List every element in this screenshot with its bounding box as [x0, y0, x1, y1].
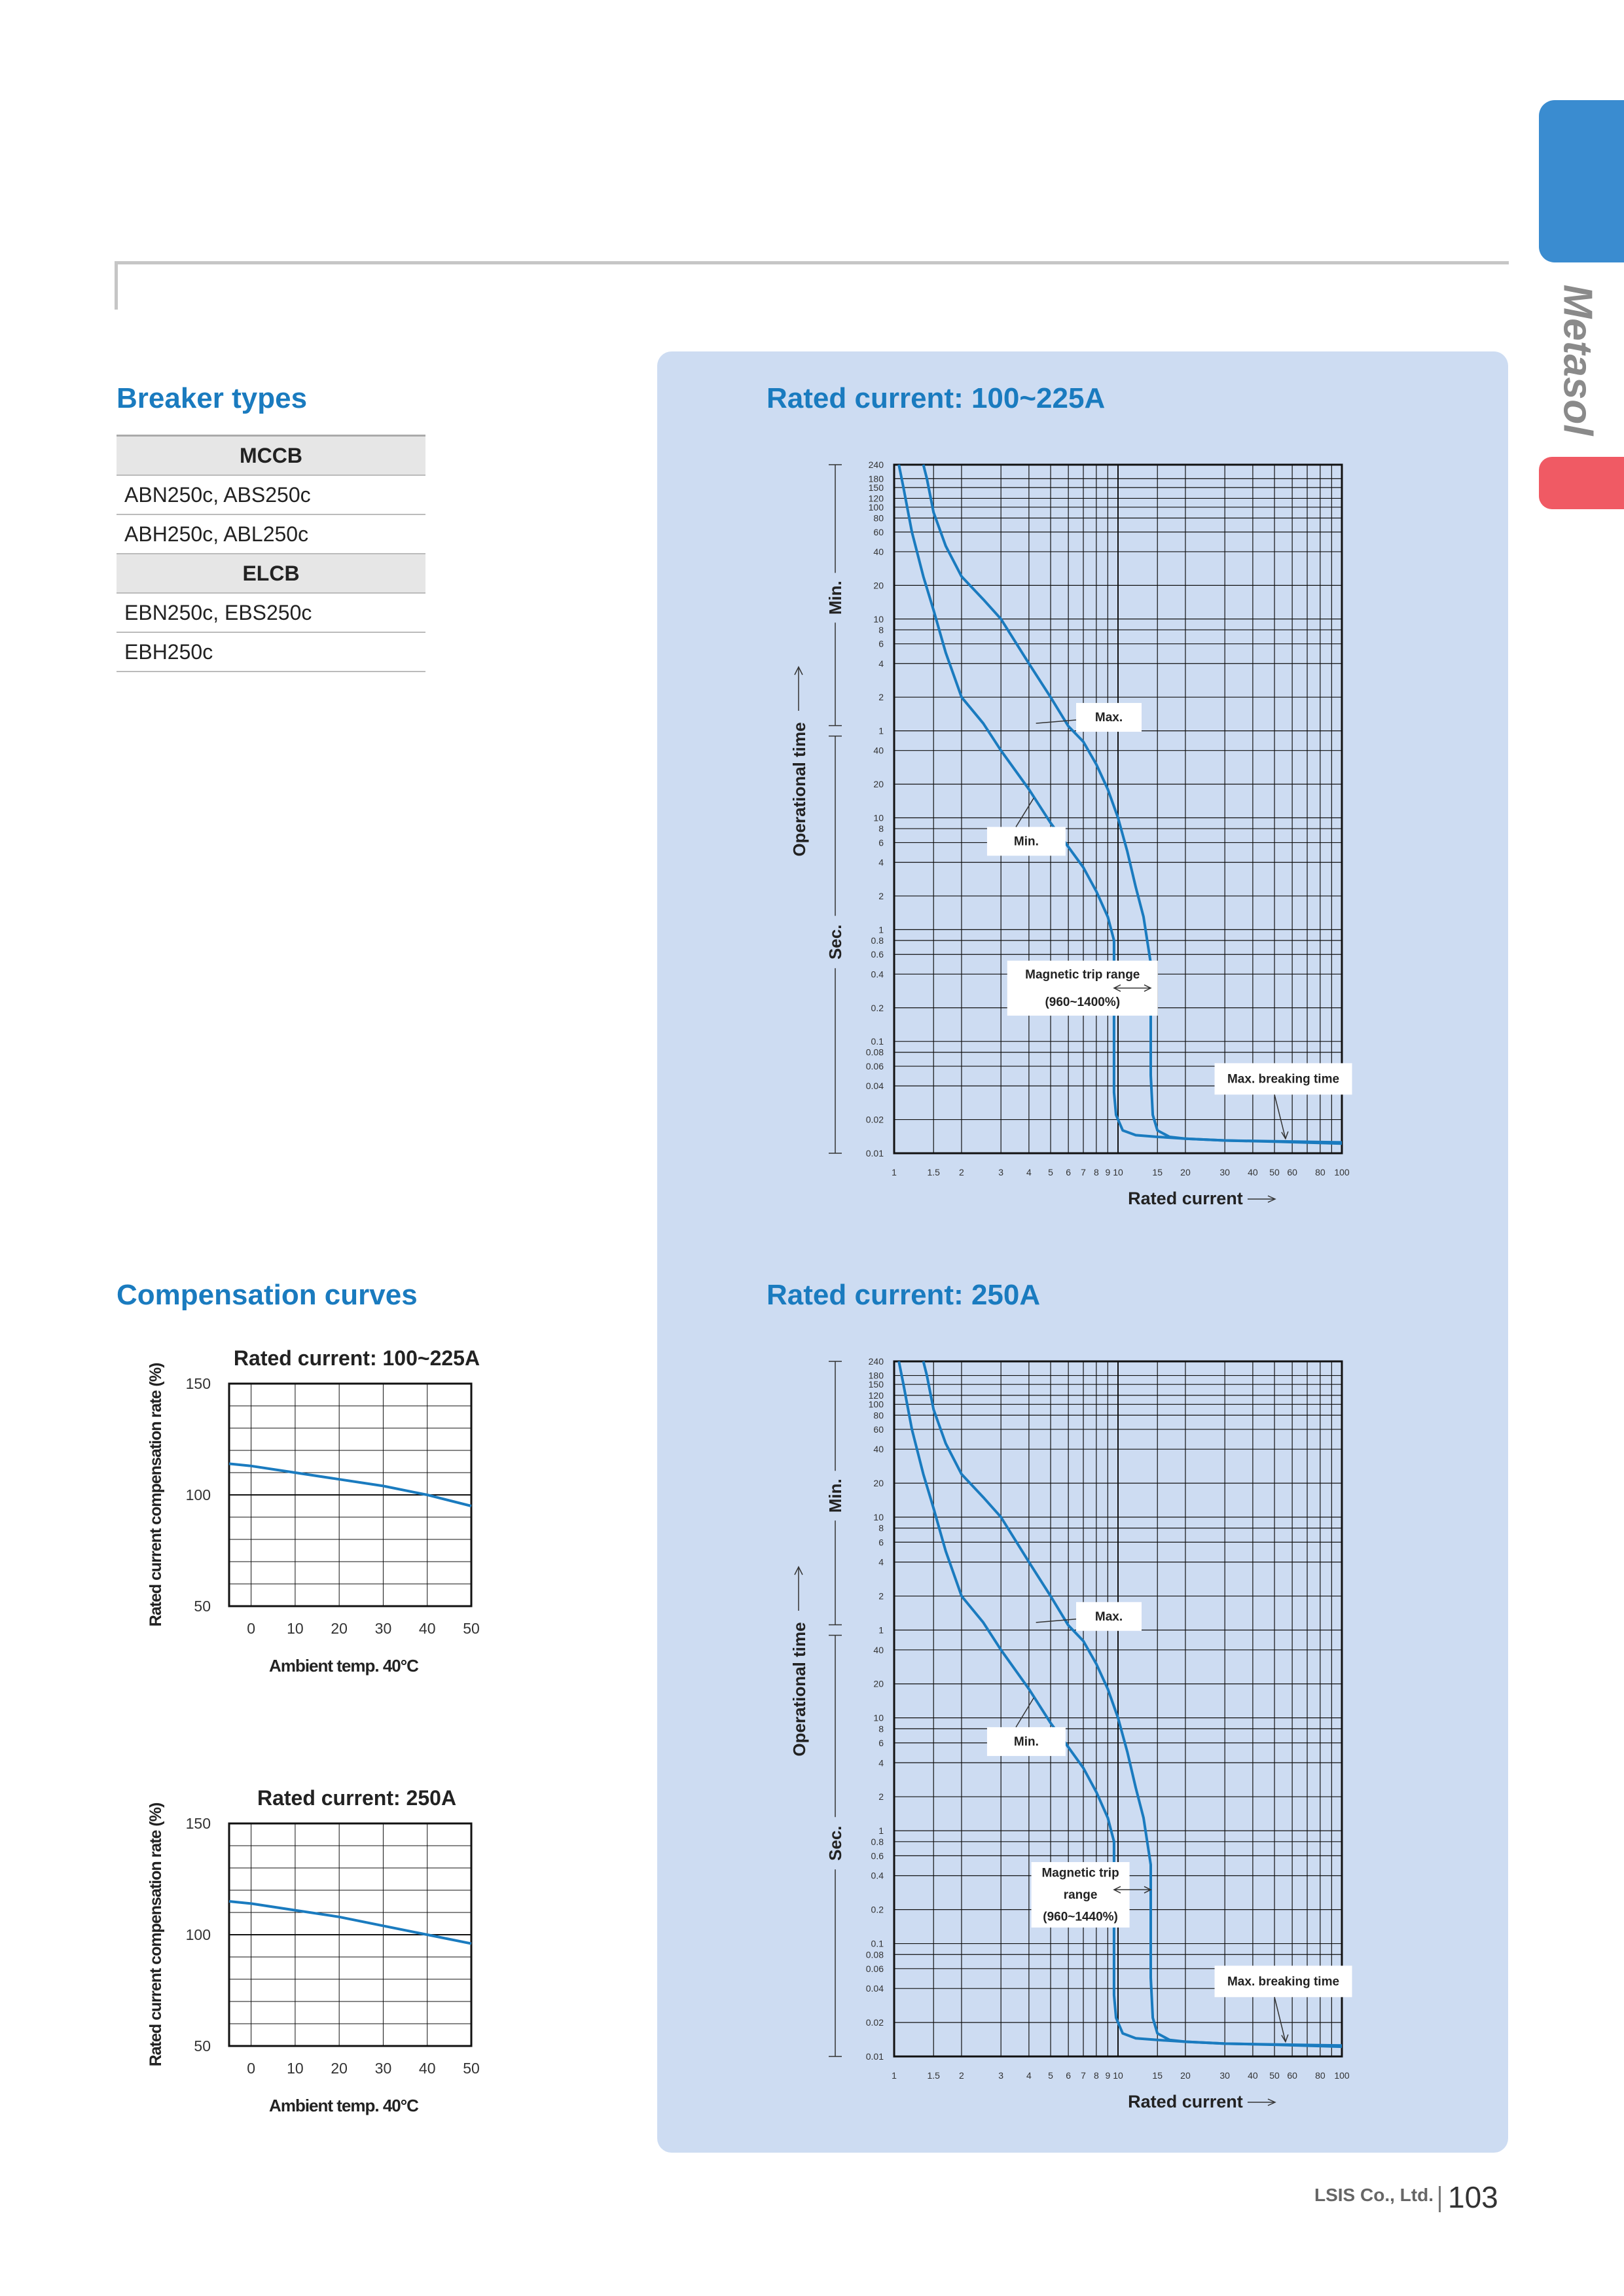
x-tick-label: 5 [1048, 1167, 1053, 1177]
table-row [117, 475, 425, 514]
y-tick-label: 2 [878, 1791, 884, 1803]
y-tick-label: 4 [878, 1556, 884, 1568]
y-tick-label: 8 [878, 1723, 884, 1734]
y-tick-label: 8 [878, 1522, 884, 1534]
y-tick-label: 20 [873, 1478, 884, 1489]
min-trip-curve [899, 465, 1342, 1142]
x-tick-label: 2 [959, 2070, 964, 2081]
chart-title: Rated current: 100~225A [233, 1346, 480, 1370]
magnetic-trip-label: range [1063, 1888, 1098, 1903]
page-number: 103 [1448, 2180, 1498, 2214]
x-tick-label: 1.5 [927, 1167, 940, 1177]
y-tick-label: 60 [873, 526, 884, 537]
breaking-pointer [1274, 1094, 1286, 1138]
y-tick-label: 0.8 [871, 1836, 884, 1847]
y-tick-label: 180 [868, 1370, 884, 1381]
x-tick-label: 3 [998, 2070, 1004, 2081]
breaker-types-title: Breaker types [117, 382, 308, 414]
x-tick-label: 1.5 [927, 2070, 940, 2081]
y-tick-label: 150 [868, 482, 884, 493]
y-tick-label: 40 [873, 745, 884, 756]
y-tick-label: 6 [878, 1537, 884, 1548]
x-tick-label: 30 [1219, 1167, 1230, 1177]
breaking-time-label: Max. breaking time [1227, 1975, 1340, 1989]
y-tick-label: 100 [868, 501, 884, 512]
x-tick-label: 1 [892, 2070, 897, 2081]
compensation-curve [229, 1463, 471, 1506]
trip-curve-chart-2 [779, 1348, 1506, 2127]
y-tick-label: 40 [873, 1644, 884, 1655]
y-tick-label: 0.4 [871, 969, 884, 980]
x-tick-label: 80 [1315, 1167, 1326, 1177]
compensation-title: Compensation curves [117, 1279, 418, 1311]
y-tick-label: 10 [873, 1712, 884, 1723]
x-tick-label: 80 [1315, 2070, 1326, 2081]
y-tick-label: 8 [878, 823, 884, 834]
breaking-pointer [1274, 1997, 1286, 2041]
footer-divider [1439, 2186, 1441, 2212]
x-tick-label: 10 [1113, 1167, 1123, 1177]
y-tick-label: 100 [185, 1926, 211, 1943]
x-axis-label: Rated current [1128, 2092, 1243, 2111]
y-tick-label: 180 [868, 473, 884, 484]
max-pointer [1036, 720, 1076, 723]
min-label: Min. [1013, 834, 1039, 849]
x-tick-label: 9 [1105, 1167, 1111, 1177]
y-axis-label: Operational time [789, 1622, 809, 1757]
max-label: Max. [1094, 1609, 1123, 1624]
breaking-time-label: Max. breaking time [1227, 1072, 1340, 1086]
compensation-curve [229, 1901, 471, 1944]
section-tab-red [1539, 457, 1624, 509]
y-unit-min: Min. [825, 1479, 845, 1513]
y-tick-label: 0.06 [865, 1061, 884, 1072]
y-tick-label: 50 [194, 1598, 211, 1615]
y-tick-label: 240 [868, 1356, 884, 1367]
table-row [117, 593, 425, 632]
y-tick-label: 100 [185, 1486, 211, 1503]
y-tick-label: 1 [878, 924, 884, 935]
y-tick-label: 0.02 [865, 2017, 884, 2028]
magnetic-trip-label: (960~1440%) [1043, 1910, 1118, 1924]
x-tick-label: 2 [959, 1167, 964, 1177]
x-tick-label: 6 [1066, 1167, 1072, 1177]
y-tick-label: 150 [868, 1379, 884, 1390]
y-tick-label: 2 [878, 692, 884, 703]
y-tick-label: 4 [878, 658, 884, 669]
x-tick-label: 60 [1287, 1167, 1297, 1177]
x-tick-label: 7 [1081, 2070, 1086, 2081]
x-tick-label: 20 [1180, 2070, 1191, 2081]
trip-curve-title-1: Rated current: 100~225A [767, 382, 1106, 414]
x-tick-label: 40 [1248, 2070, 1258, 2081]
x-tick-label: 4 [1026, 1167, 1032, 1177]
y-tick-label: 0.04 [865, 1081, 884, 1092]
y-tick-label: 1 [878, 1624, 884, 1636]
y-tick-label: 150 [185, 1815, 211, 1832]
y-tick-label: 60 [873, 1424, 884, 1435]
y-tick-label: 0.2 [871, 1904, 884, 1915]
y-tick-label: 80 [873, 512, 884, 524]
breaker-model: EBH250c [117, 632, 425, 672]
breaker-category: MCCB [117, 436, 425, 476]
breaker-model: ABN250c, ABS250c [117, 475, 425, 514]
y-tick-label: 0.8 [871, 935, 884, 946]
x-tick-label: 100 [1334, 2070, 1350, 2081]
y-tick-label: 0.1 [871, 1938, 884, 1949]
min-pointer [1016, 798, 1034, 827]
x-axis-label: Rated current [1128, 1189, 1243, 1208]
x-tick-label: 40 [418, 1620, 436, 1637]
y-tick-label: 2 [878, 890, 884, 901]
brand-vertical: Metasol [1555, 284, 1600, 436]
max-pointer [1036, 1619, 1076, 1623]
section-tab-blue [1539, 100, 1624, 262]
y-tick-label: 0.6 [871, 1850, 884, 1861]
x-tick-label: 60 [1287, 2070, 1297, 2081]
x-tick-label: 8 [1093, 1167, 1099, 1177]
y-tick-label: 6 [878, 837, 884, 848]
y-tick-label: 0.01 [865, 2051, 884, 2062]
y-tick-label: 1 [878, 725, 884, 736]
x-tick-label: 3 [998, 1167, 1004, 1177]
x-tick-label: 20 [331, 1620, 348, 1637]
y-tick-label: 0.06 [865, 1963, 884, 1974]
trip-curve-title-2: Rated current: 250A [767, 1279, 1041, 1311]
y-axis-label: Rated current compensation rate (%) [147, 1803, 165, 2067]
x-tick-label: 40 [418, 2060, 436, 2077]
x-tick-label: 20 [331, 2060, 348, 2077]
x-tick-label: 100 [1334, 1167, 1350, 1177]
chart-title: Rated current: 250A [257, 1786, 457, 1810]
y-tick-label: 40 [873, 546, 884, 557]
x-tick-label: 50 [1269, 2070, 1280, 2081]
y-tick-label: 50 [194, 2037, 211, 2054]
x-tick-label: 7 [1081, 1167, 1086, 1177]
y-tick-label: 0.4 [871, 1870, 884, 1881]
table-row [117, 554, 425, 593]
compensation-chart-1 [131, 1335, 497, 1676]
x-tick-label: 10 [1113, 2070, 1123, 2081]
y-tick-label: 10 [873, 1512, 884, 1523]
x-tick-label: 50 [463, 1620, 480, 1637]
x-tick-label: 20 [1180, 1167, 1191, 1177]
x-tick-label: 0 [247, 1620, 256, 1637]
breaker-model: ABH250c, ABL250c [117, 514, 425, 554]
y-tick-label: 240 [868, 459, 884, 470]
magnetic-trip-label: (960~1400%) [1045, 995, 1121, 1009]
table-row [117, 436, 425, 476]
y-tick-label: 10 [873, 812, 884, 823]
trip-curve-chart-1 [779, 452, 1506, 1224]
x-axis-label: Ambient temp. 40°C [269, 2096, 418, 2115]
y-tick-label: 0.6 [871, 949, 884, 960]
x-tick-label: 1 [892, 1167, 897, 1177]
min-label: Min. [1013, 1734, 1039, 1749]
y-tick-label: 8 [878, 624, 884, 636]
y-tick-label: 10 [873, 613, 884, 624]
x-tick-label: 30 [1219, 2070, 1230, 2081]
y-tick-label: 40 [873, 1444, 884, 1455]
breaker-types-table [117, 435, 425, 672]
y-unit-min: Min. [825, 581, 845, 615]
y-tick-label: 2 [878, 1590, 884, 1602]
y-tick-label: 0.08 [865, 1047, 884, 1058]
y-tick-label: 0.01 [865, 1148, 884, 1158]
y-axis-label: Rated current compensation rate (%) [147, 1363, 165, 1627]
x-tick-label: 9 [1105, 2070, 1111, 2081]
y-tick-label: 6 [878, 638, 884, 649]
min-pointer [1016, 1698, 1034, 1727]
x-tick-label: 0 [247, 2060, 256, 2077]
y-tick-label: 120 [868, 493, 884, 504]
x-tick-label: 30 [374, 1620, 392, 1637]
breaker-model: EBN250c, EBS250c [117, 593, 425, 632]
max-label: Max. [1094, 711, 1123, 725]
y-tick-label: 100 [868, 1399, 884, 1410]
x-tick-label: 10 [287, 2060, 304, 2077]
x-tick-label: 8 [1093, 2070, 1099, 2081]
x-tick-label: 15 [1152, 1167, 1163, 1177]
x-tick-label: 40 [1248, 1167, 1258, 1177]
y-tick-label: 0.1 [871, 1036, 884, 1047]
y-tick-label: 80 [873, 1410, 884, 1421]
y-tick-label: 20 [873, 779, 884, 790]
y-tick-label: 6 [878, 1737, 884, 1748]
y-tick-label: 1 [878, 1825, 884, 1837]
y-tick-label: 0.08 [865, 1949, 884, 1960]
table-row [117, 632, 425, 672]
x-axis-label: Ambient temp. 40°C [269, 1656, 418, 1676]
x-tick-label: 5 [1048, 2070, 1053, 2081]
x-tick-label: 50 [463, 2060, 480, 2077]
x-tick-label: 6 [1066, 2070, 1072, 2081]
y-axis-label: Operational time [789, 722, 809, 857]
table-row [117, 514, 425, 554]
footer-company: LSIS Co., Ltd. [1314, 2185, 1434, 2205]
y-unit-sec: Sec. [825, 924, 845, 960]
y-tick-label: 0.02 [865, 1114, 884, 1125]
y-unit-sec: Sec. [825, 1825, 845, 1861]
magnetic-trip-label: Magnetic trip [1041, 1866, 1119, 1880]
breaker-category: ELCB [117, 554, 425, 593]
y-tick-label: 150 [185, 1375, 211, 1392]
y-tick-label: 4 [878, 857, 884, 868]
y-tick-label: 20 [873, 1678, 884, 1689]
compensation-chart-2 [131, 1775, 497, 2115]
y-tick-label: 120 [868, 1390, 884, 1401]
min-trip-curve [899, 1361, 1342, 2045]
header-rule-tick [115, 261, 118, 310]
y-tick-label: 20 [873, 580, 884, 591]
header-rule [115, 261, 1509, 264]
y-tick-label: 0.2 [871, 1002, 884, 1013]
x-tick-label: 10 [287, 1620, 304, 1637]
magnetic-trip-label: Magnetic trip range [1025, 967, 1140, 982]
x-tick-label: 15 [1152, 2070, 1163, 2081]
x-tick-label: 4 [1026, 2070, 1032, 2081]
x-tick-label: 50 [1269, 1167, 1280, 1177]
y-tick-label: 4 [878, 1757, 884, 1768]
x-tick-label: 30 [374, 2060, 392, 2077]
y-tick-label: 0.04 [865, 1983, 884, 1994]
